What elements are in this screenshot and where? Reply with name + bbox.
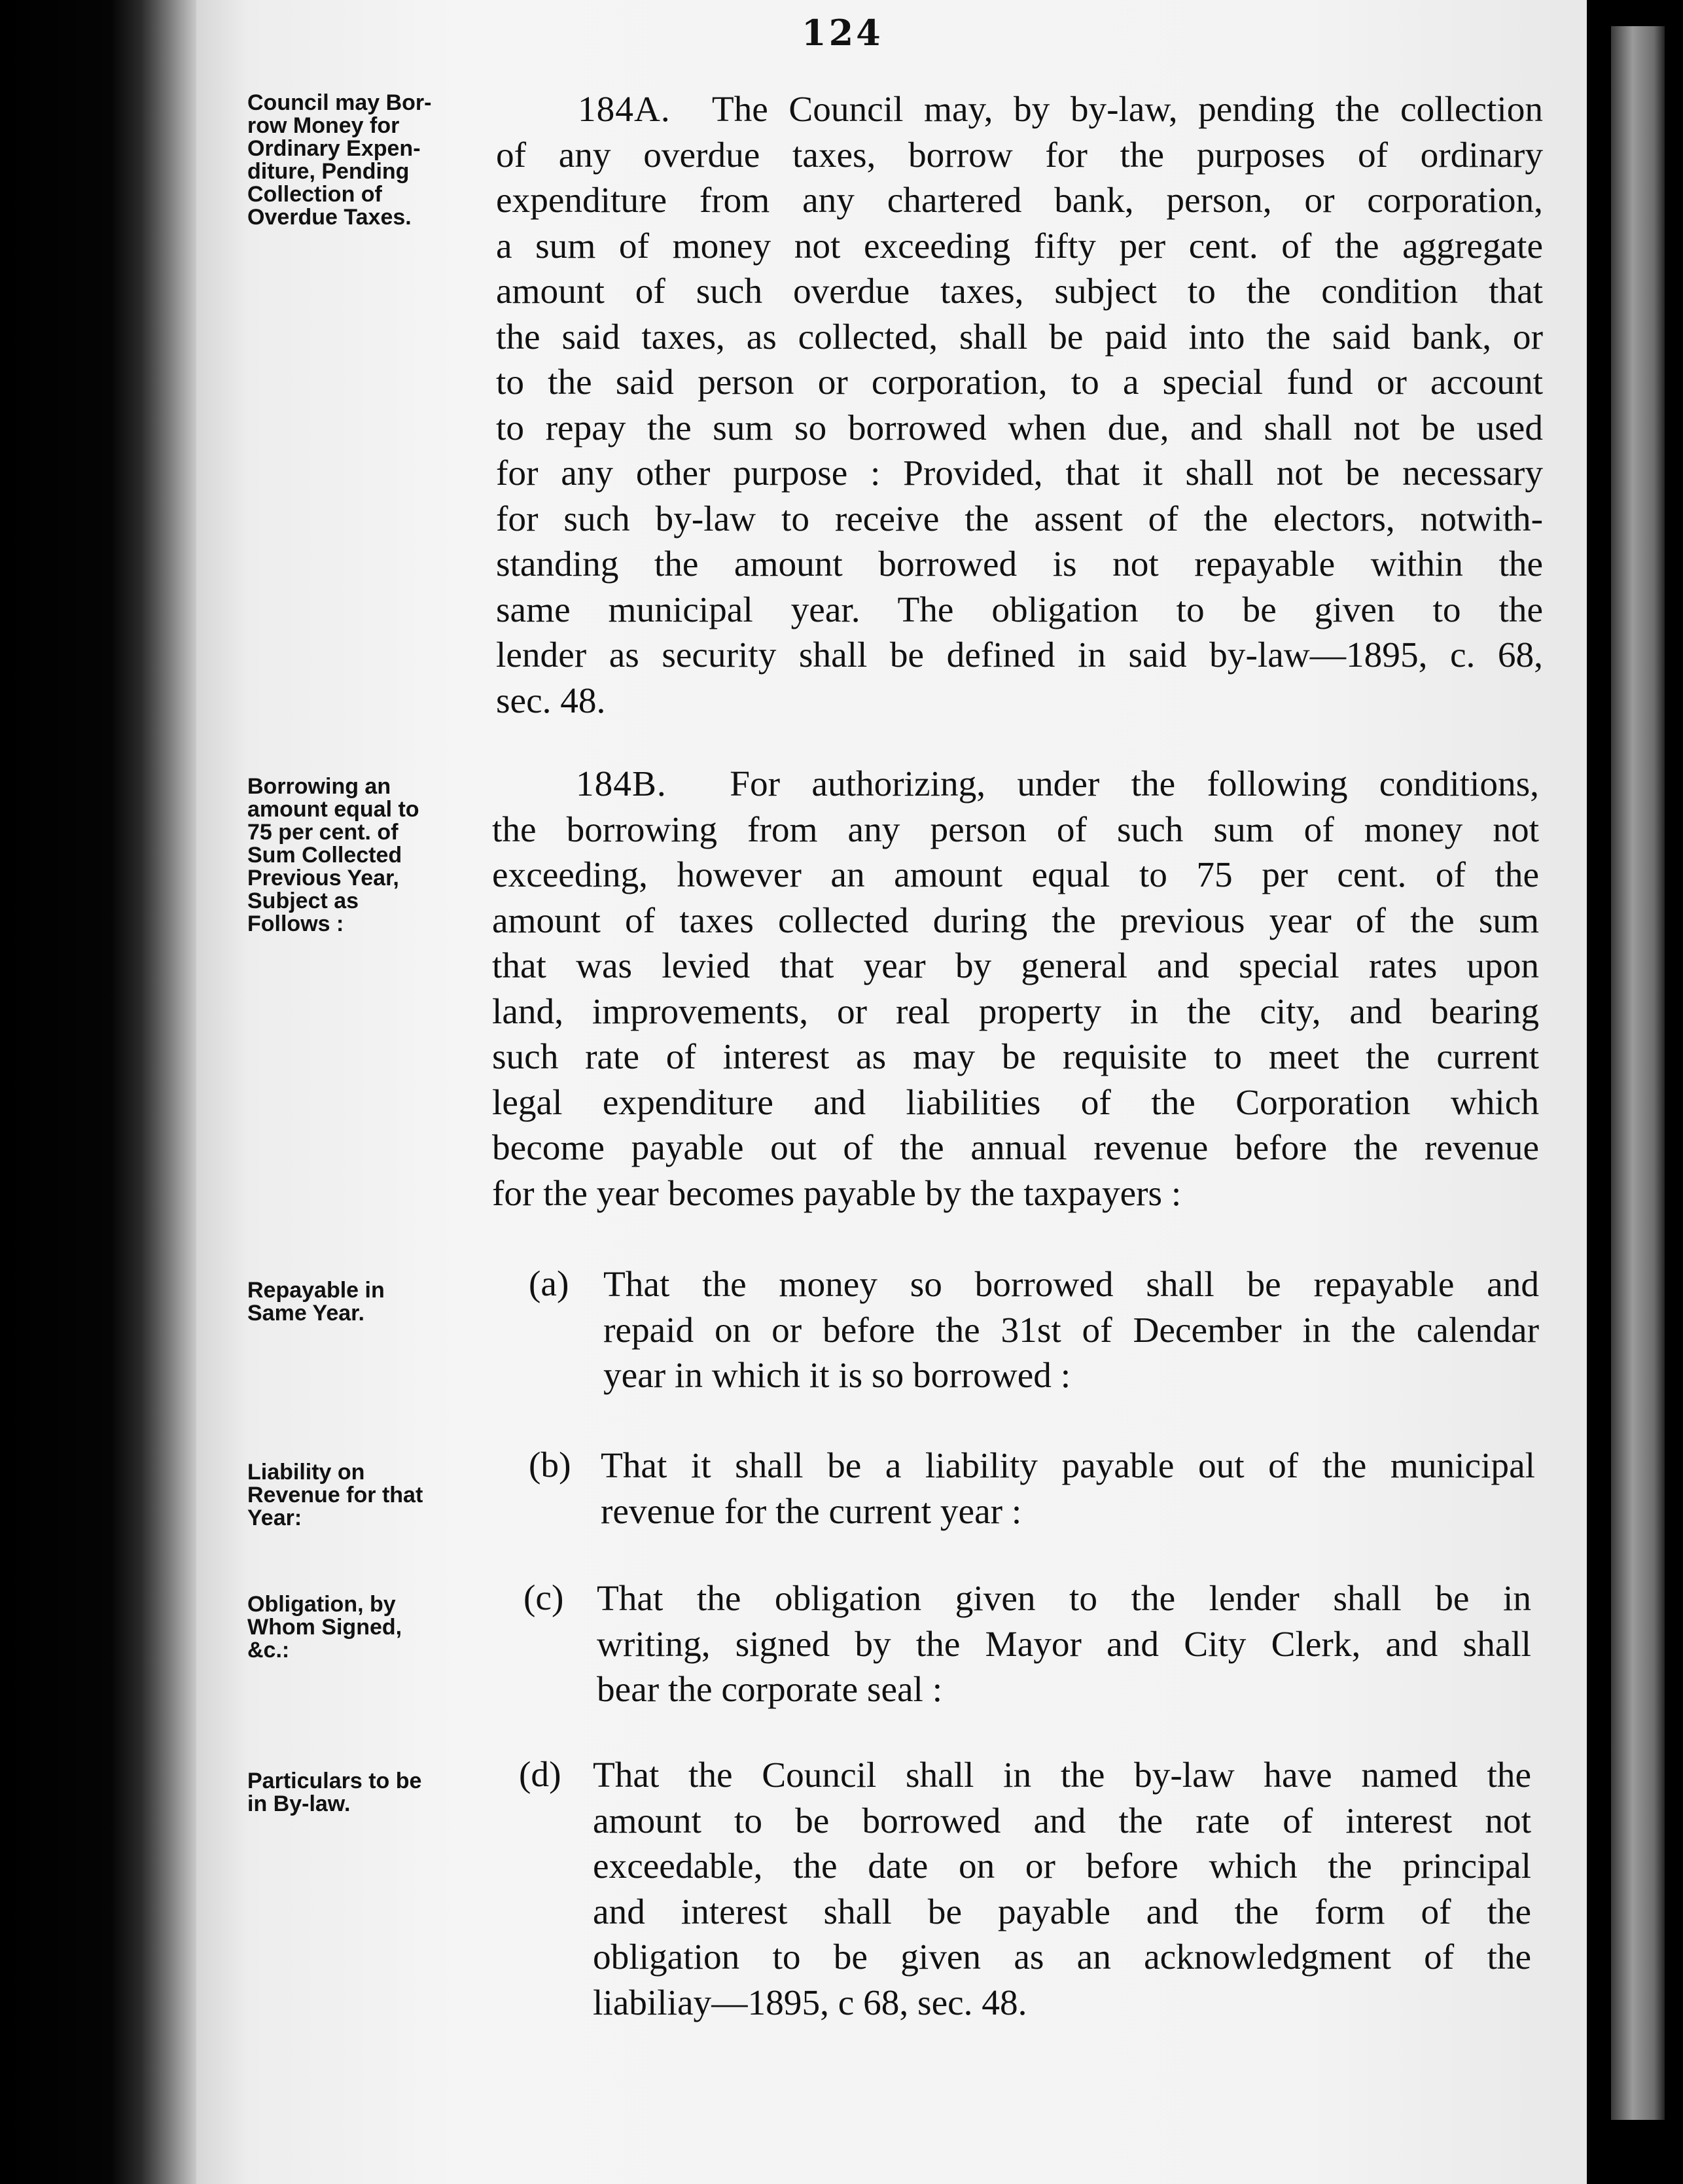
text-line: That the Council shall in the by-law have named the <box>593 1755 1531 1795</box>
text-line: obligation to be given as an acknowledgment of the <box>593 1937 1531 1977</box>
text-line: writing, signed by the Mayor and City Clerk, and shall <box>597 1623 1531 1664</box>
margin-note-d <box>247 1770 483 1816</box>
margin-note-line: amount equal to <box>247 797 419 822</box>
margin-note-line: 75 per cent. of <box>247 820 399 845</box>
condition-b-text <box>601 1443 1535 1534</box>
scan-left-border <box>0 0 196 2184</box>
margin-note-line: Repayable in <box>247 1278 385 1303</box>
text-line: the said taxes, as collected, shall be paid into the said bank, or <box>496 316 1543 357</box>
margin-note-line: Year: <box>247 1506 302 1530</box>
margin-note-line: row Money for <box>247 113 400 138</box>
text-line: amount of taxes collected during the previous year of the sum <box>492 900 1539 940</box>
margin-note-line: &c.: <box>247 1638 290 1663</box>
margin-note-line: diture, Pending <box>247 159 410 184</box>
text-line: the borrowing from any person of such sum of money not <box>492 809 1539 849</box>
condition-d-text <box>593 1752 1531 2025</box>
text-line: and interest shall be payable and the form of the <box>593 1891 1531 1931</box>
margin-note-line: in By-law. <box>247 1791 351 1816</box>
condition-letter-a: (a) <box>529 1263 569 1303</box>
margin-note-184a <box>247 92 483 229</box>
text-line: same municipal year. The obligation to be given to the <box>496 589 1543 629</box>
section-184a-text <box>496 86 1543 723</box>
margin-note-line: Liability on <box>247 1460 365 1485</box>
margin-note-184b <box>247 775 483 936</box>
text-line: That the money so borrowed shall be repayable and <box>603 1264 1539 1304</box>
margin-note-line: Collection of <box>247 182 382 207</box>
text-line: to the said person or corporation, to a special fund or account <box>496 362 1543 402</box>
text-line: become payable out of the annual revenue before the revenue <box>492 1127 1539 1167</box>
text-line: year in which it is so borrowed : <box>603 1355 1071 1395</box>
margin-note-a <box>247 1279 483 1325</box>
text-line: for any other purpose : Provided, that it shall not be necessary <box>496 453 1543 493</box>
margin-note-line: Borrowing an <box>247 774 391 799</box>
section-number: 184A. <box>578 89 671 129</box>
text-line: revenue for the current year : <box>601 1490 1022 1531</box>
text-line: such rate of interest as may be requisite to meet the current <box>492 1036 1539 1076</box>
text-line: that was levied that year by general and special rates upon <box>492 945 1539 985</box>
text-line: repaid on or before the 31st of December in the calendar <box>603 1309 1539 1350</box>
margin-note-line: Overdue Taxes. <box>247 205 412 230</box>
text-line: That the obligation given to the lender shall be in <box>597 1578 1531 1618</box>
condition-letter-b: (b) <box>529 1445 571 1485</box>
margin-note-c <box>247 1593 483 1662</box>
margin-note-b <box>247 1461 483 1530</box>
condition-letter-c: (c) <box>523 1577 564 1617</box>
margin-note-line: Whom Signed, <box>247 1615 402 1640</box>
text-line: a sum of money not exceeding fifty per cent. of the aggregate <box>496 225 1543 266</box>
margin-note-line: Sum Collected <box>247 843 402 868</box>
text-line: exceedable, the date on or before which the principal <box>593 1846 1531 1886</box>
margin-note-line: Obligation, by <box>247 1592 396 1617</box>
page-number: 124 <box>802 12 883 54</box>
text-line: expenditure from any chartered bank, person, or corporation, <box>496 180 1543 220</box>
text-line: That it shall be a liability payable out of the municipal <box>601 1445 1535 1485</box>
text-line: exceeding, however an amount equal to 75 per cent. of the <box>492 854 1539 894</box>
section-184b-text <box>492 761 1539 1216</box>
text-line: amount to be borrowed and the rate of interest not <box>593 1800 1531 1841</box>
condition-c-text <box>597 1576 1531 1712</box>
text-line: amount of such overdue taxes, subject to the condition that <box>496 271 1543 311</box>
text-line: liabiliay—1895, c 68, sec. 48. <box>593 1982 1027 2022</box>
text-line: land, improvements, or real property in the city, and bearing <box>492 991 1539 1031</box>
margin-note-line: Follows : <box>247 911 344 936</box>
text-line-first: 184B. For authorizing, under the following conditions, <box>576 764 1539 803</box>
condition-letter-d: (d) <box>519 1754 561 1794</box>
text-line: to repay the sum so borrowed when due, and shall not be used <box>496 407 1543 448</box>
text-line-first: 184A. The Council may, by by-law, pending the collection <box>578 89 1543 129</box>
text-line: lender as security shall be defined in said by-law—1895, c. 68, <box>496 635 1543 675</box>
text-line: standing the amount borrowed is not repayable within the <box>496 544 1543 584</box>
text-line: for the year becomes payable by the taxpayers : <box>492 1172 1182 1213</box>
section-number: 184B. <box>576 764 667 803</box>
adjacent-page-edge <box>1611 26 1665 2120</box>
margin-note-line: Revenue for that <box>247 1483 423 1507</box>
text-line: of any overdue taxes, borrow for the purposes of ordinary <box>496 134 1543 175</box>
condition-a-text <box>603 1261 1539 1398</box>
margin-note-line: Previous Year, <box>247 866 399 890</box>
text-line: sec. 48. <box>496 680 606 720</box>
margin-note-line: Subject as <box>247 889 359 913</box>
text-line: for such by-law to receive the assent of the electors, notwith- <box>496 498 1543 538</box>
text-line: legal expenditure and liabilities of the Corporation which <box>492 1082 1539 1122</box>
text-line: bear the corporate seal : <box>597 1669 943 1709</box>
margin-note-line: Ordinary Expen- <box>247 136 421 161</box>
margin-note-line: Particulars to be <box>247 1769 422 1793</box>
margin-note-line: Council may Bor- <box>247 90 432 115</box>
margin-note-line: Same Year. <box>247 1301 364 1326</box>
